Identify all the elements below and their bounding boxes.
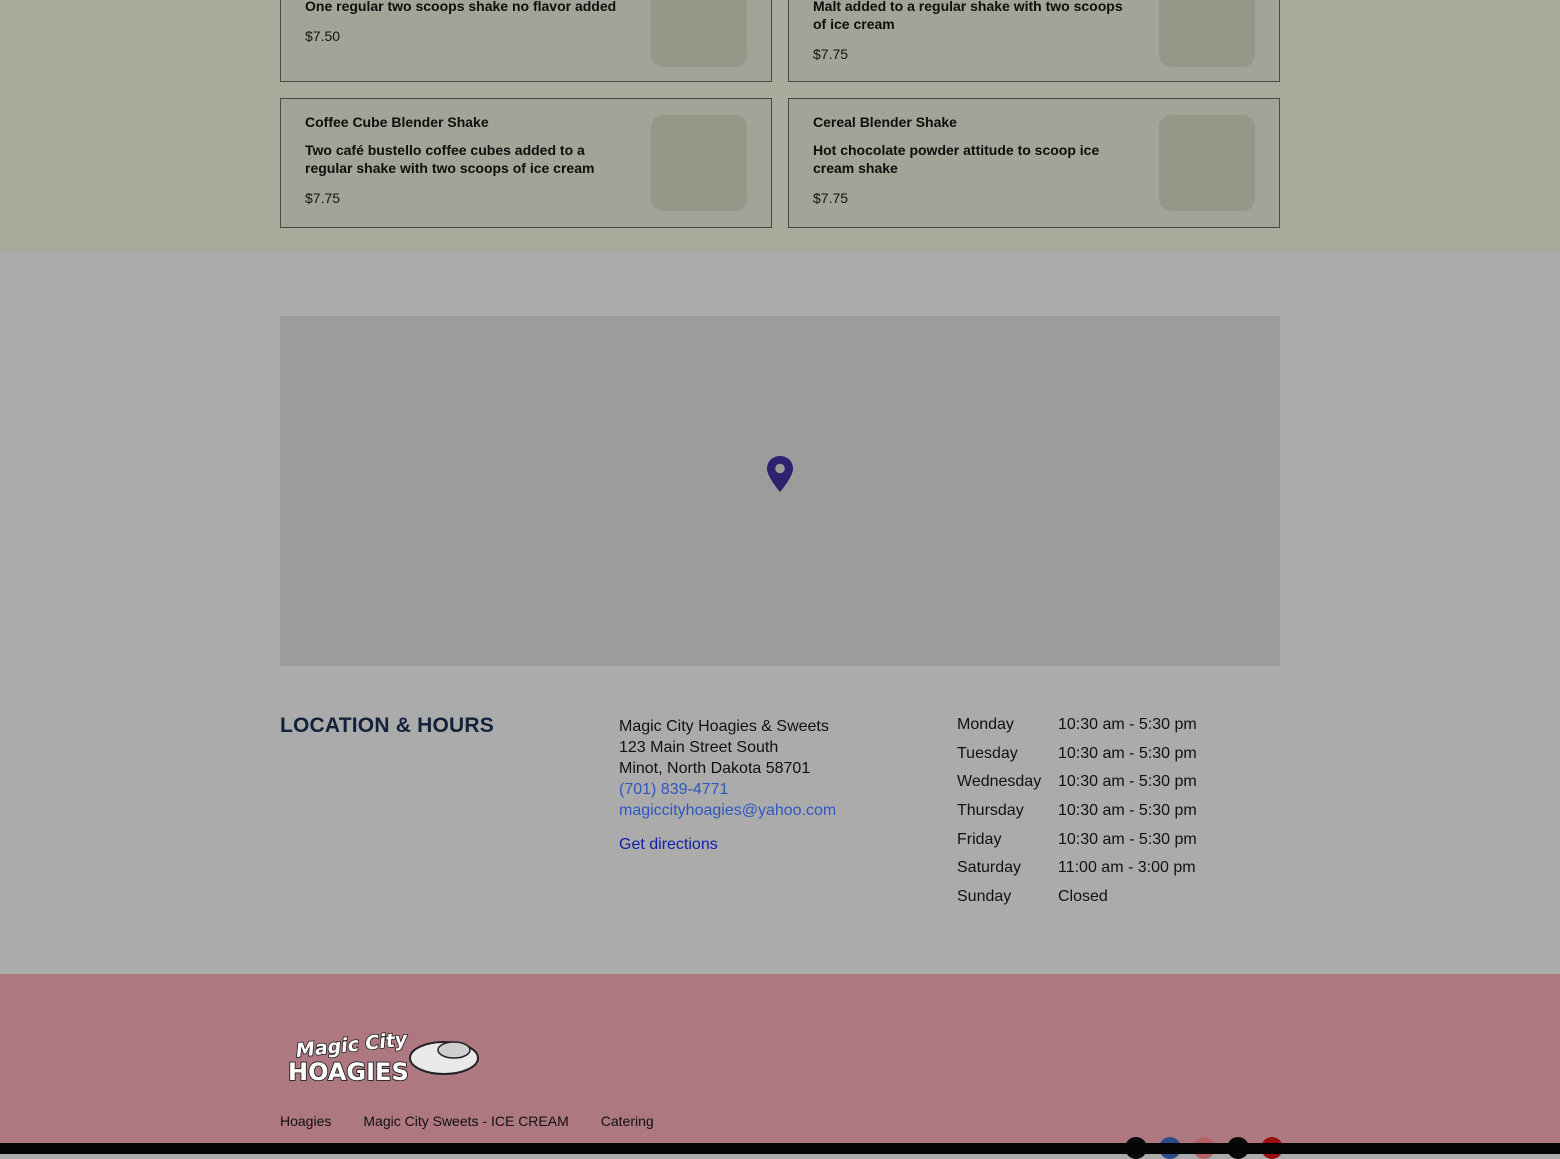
footer [0, 974, 1560, 1143]
menu-section [0, 0, 1560, 252]
menu-item-price: $7.75 [813, 46, 849, 62]
hours-time: 11:00 am - 3:00 pm [1058, 859, 1196, 877]
menu-item-price: $7.75 [305, 190, 341, 206]
menu-item-card[interactable] [280, 0, 772, 82]
hours-time: 10:30 am - 5:30 pm [1058, 773, 1197, 791]
menu-item-title: Coffee Cube Blender Shake [305, 114, 489, 130]
footer-nav-ice-cream[interactable]: Magic City Sweets - ICE CREAM [363, 1113, 569, 1129]
business-name: Magic City Hoagies & Sweets [619, 718, 829, 735]
menu-item-image [651, 115, 747, 211]
map-pin-icon[interactable] [766, 455, 794, 493]
hours-time: 10:30 am - 5:30 pm [1058, 744, 1197, 762]
menu-item-title: Cereal Blender Shake [813, 114, 957, 130]
location-hours-heading: LOCATION & HOURS [280, 714, 494, 737]
menu-item-description: Malt added to a regular shake with two scoops of ice cream [813, 0, 1123, 32]
street-address: 123 Main Street South [619, 739, 779, 756]
footer-nav-catering[interactable]: Catering [600, 1113, 654, 1129]
hours-row [957, 716, 1197, 745]
menu-item-image [1159, 0, 1255, 67]
footer-nav-hoagies[interactable]: Hoagies [280, 1113, 332, 1129]
get-directions-link[interactable]: Get directions [619, 836, 718, 853]
hours-row [957, 745, 1197, 774]
logo-line-2: HOAGIES [288, 1058, 409, 1086]
location-map[interactable] [280, 316, 1280, 666]
menu-item-description: One regular two scoops shake no flavor added [305, 0, 617, 14]
menu-item-card[interactable] [788, 98, 1280, 228]
menu-item-description: Two café bustello coffee cubes added to a regular shake with two scoops of ice cream [305, 142, 595, 176]
hours-day: Saturday [957, 859, 1022, 877]
hours-time: 10:30 am - 5:30 pm [1058, 716, 1197, 733]
logo-line-1: Magic City [294, 1028, 409, 1062]
hours-day: Wednesday [957, 773, 1042, 791]
hours-table [957, 716, 1197, 917]
menu-item-price: $7.50 [305, 28, 341, 44]
hours-day: Friday [957, 830, 1002, 848]
footer-nav [280, 1113, 654, 1129]
city-address: Minot, North Dakota 58701 [619, 760, 811, 777]
hours-day: Monday [957, 716, 1014, 733]
menu-item-image [651, 0, 747, 67]
hours-row [957, 802, 1197, 831]
menu-item-image [1159, 115, 1255, 211]
address-block [619, 716, 836, 855]
hours-time: 10:30 am - 5:30 pm [1058, 830, 1197, 848]
hours-day: Thursday [957, 802, 1024, 820]
menu-item-card[interactable] [280, 98, 772, 228]
menu-item-price: $7.75 [813, 190, 849, 206]
hours-day: Sunday [957, 888, 1012, 906]
hours-day: Tuesday [957, 744, 1018, 762]
email-link[interactable]: magiccityhoagies@yahoo.com [619, 802, 837, 819]
hours-time: 10:30 am - 5:30 pm [1058, 802, 1197, 820]
bottom-bar [0, 1143, 1560, 1154]
hours-row [957, 859, 1197, 888]
magic-city-hoagies-logo[interactable] [284, 1028, 484, 1088]
menu-item-card[interactable] [788, 0, 1280, 82]
phone-link[interactable]: (701) 839-4771 [619, 781, 729, 798]
hours-row [957, 831, 1197, 860]
hours-row [957, 773, 1197, 802]
hours-time: Closed [1058, 888, 1108, 906]
hours-row [957, 888, 1197, 917]
menu-item-description: Hot chocolate powder attitude to scoop ice cream shake [813, 142, 1100, 176]
